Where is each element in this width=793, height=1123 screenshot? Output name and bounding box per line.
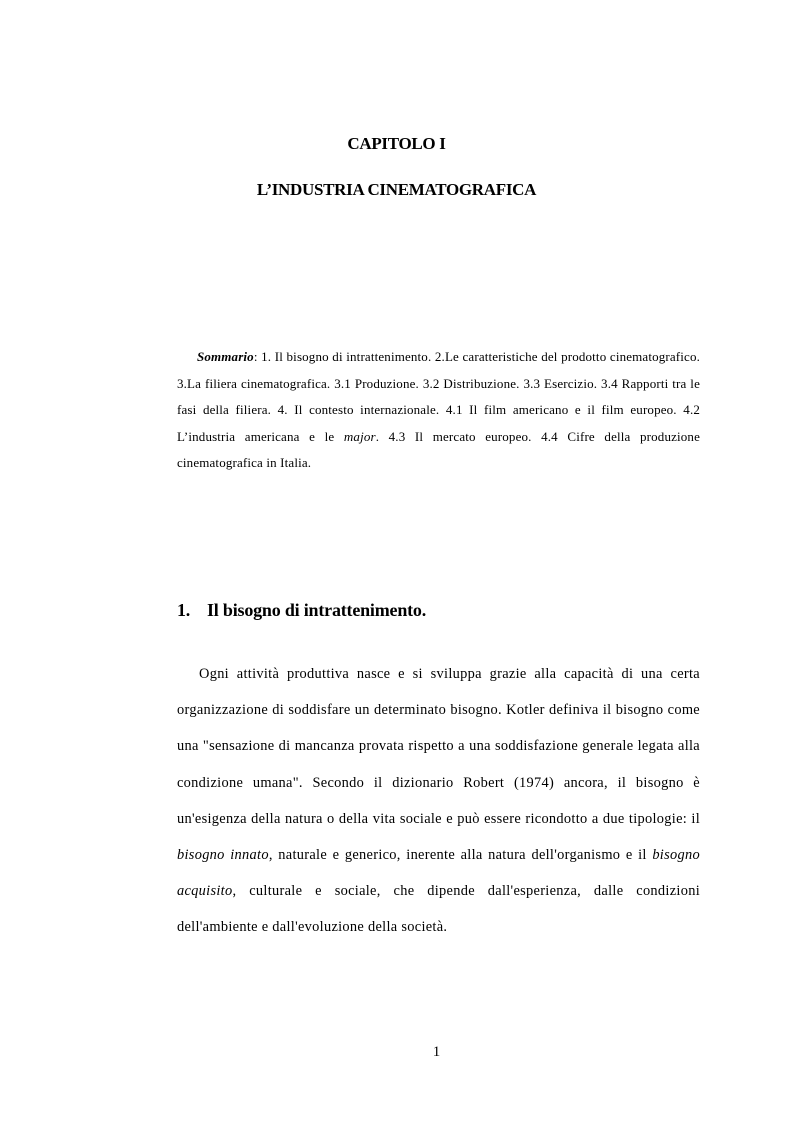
- chapter-title: L’INDUSTRIA CINEMATOGRAFICA: [256, 180, 537, 199]
- body-paragraph: [177, 656, 700, 946]
- summary-text-2: . 4.3 Il mercato europeo. 4.4 Cifre della produzione cinematografica in Italia.: [177, 428, 700, 471]
- body-italic-bisogno-acquisito: bisogno acquisito: [177, 847, 700, 900]
- body-text-1: Ogni attività produttiva nasce e si sviluppa grazie alla capacità di una certa organizzazione di soddisfare un determinato bisogno. Kotler definiva il bisogno come una "sensazione di mancanza provata rispetto a una soddisfazione generale legata alla condizione umana". Secondo il dizionario Robert (1974) ancora, il bisogno è un'esigenza della natura o della vita sociale e può essere ricondotto a due tipologie: il: [177, 666, 700, 827]
- page-number: 1: [432, 1044, 441, 1060]
- summary-italic-major: major: [343, 428, 376, 444]
- summary-text-1: : 1. Il bisogno di intrattenimento. 2.Le caratteristiche del prodotto cinematografico. 3.La filiera cinematografica. 3.1 Produzione. 3.2 Distribuzione. 3.3 Esercizio. 3.4 Rapporti tra le fasi della filiera. 4. Il contesto internazionale. 4.1 Il film americano e il film europeo. 4.2 L’industria americana e le: [177, 349, 700, 444]
- chapter-label: CAPITOLO I: [347, 134, 446, 153]
- section-title: Il bisogno di intrattenimento.: [207, 600, 427, 620]
- section-heading: [177, 600, 700, 621]
- summary-label: Sommario: [197, 349, 254, 364]
- body-text-2: , naturale e generico, inerente alla natura dell'organismo e il: [268, 847, 653, 864]
- body-text-3: , culturale e sociale, che dipende dall'esperienza, dalle condizioni dell'ambiente e dall'evoluzione della società.: [177, 883, 700, 936]
- body-italic-bisogno-innato: bisogno innato: [177, 847, 269, 864]
- section-number: 1.: [177, 600, 191, 620]
- chapter-summary: [177, 344, 700, 477]
